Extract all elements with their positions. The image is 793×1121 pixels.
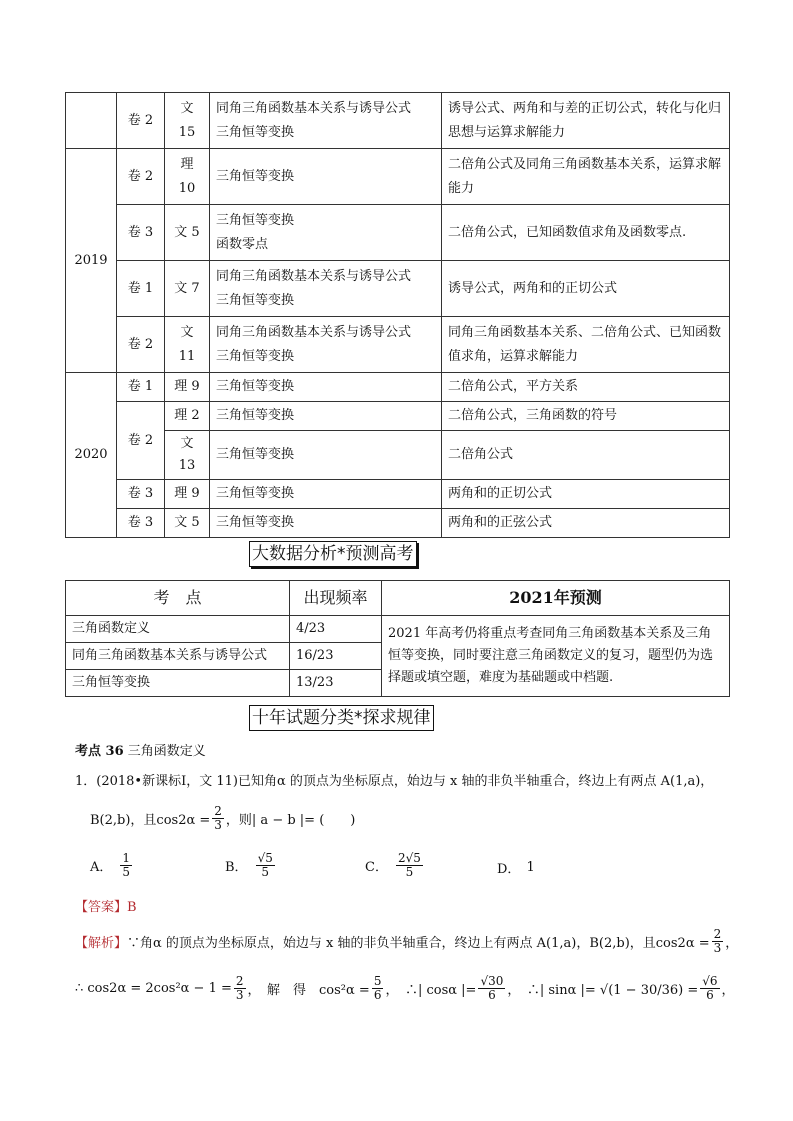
table-row [66, 480, 730, 509]
year-cell: 2020 [66, 373, 117, 538]
freq-cell: 4/23 [290, 616, 382, 643]
skill-cell: 二倍角公式，平方关系 [442, 373, 730, 402]
skill-cell: 诱导公式，两角和的正切公式 [442, 261, 730, 317]
paper-cell: 卷 2 [117, 149, 165, 205]
answer-value: B [127, 900, 137, 915]
option-b[interactable]: B． $\frac{√5}{5}$ [225, 851, 273, 879]
question-cell: 文 5 [165, 205, 210, 261]
paper-cell: 卷 3 [117, 480, 165, 509]
skill-cell: 两角和的正切公式 [442, 480, 730, 509]
skill-cell: 二倍角公式及同角三角函数基本关系，运算求解能力 [442, 149, 730, 205]
topic-cell: 三角恒等变换 函数零点 [210, 205, 442, 261]
table-row [66, 509, 730, 538]
history-table [65, 92, 730, 538]
big-data-banner: 大数据分析*预测高考 [249, 541, 417, 567]
table-row [66, 149, 730, 205]
topic-cell: 同角三角函数基本关系与诱导公式 三角恒等变换 [210, 317, 442, 373]
paper-cell: 卷 3 [117, 205, 165, 261]
table-row [66, 93, 730, 149]
question-cell: 理 9 [165, 480, 210, 509]
table-row [66, 616, 730, 643]
table-row [66, 205, 730, 261]
question-cell: 文 15 [165, 93, 210, 149]
topic-cell: 三角恒等变换 [210, 431, 442, 480]
table-row [66, 317, 730, 373]
paper-cell: 卷 2 [117, 317, 165, 373]
analysis-line-2: ∴ cos2α = 2cos²α − 1 = $\frac{2}{3}$ ， 解 得 cos²α = $\frac{5}{6}$ ， ∴| cosα |= $\frac{√30}{6}$ ， ∴| sinα |= √(1 − 30/36) = $\frac{√6}{6}$ ， [75, 974, 735, 1002]
question-cell: 文 5 [165, 509, 210, 538]
question-line-2: B(2,b)，且cos2α = $\frac{2}{3}$ ，则| a − b |= ( ) [90, 804, 356, 832]
section-title [75, 740, 206, 759]
topic-cell: 同角三角函数基本关系与诱导公式 三角恒等变换 [210, 261, 442, 317]
skill-cell: 诱导公式、两角和与差的正切公式，转化与化归思想与运算求解能力 [442, 93, 730, 149]
analysis-line-1: 【解析】 ∵角α 的顶点为坐标原点，始边与 x 轴的非负半轴重合，终边上有两点 A(1,a)，B(2,b)，且cos2α = $\frac{2}{3}$ ， [75, 927, 739, 955]
header-prediction: 2021年预测 [382, 581, 730, 616]
section-name: 三角函数定义 [127, 744, 206, 759]
table-row [66, 373, 730, 402]
question-cell: 文 7 [165, 261, 210, 317]
question-cell: 理 10 [165, 149, 210, 205]
topic-cell: 三角恒等变换 [210, 402, 442, 431]
analysis-tag: 【解析】 [75, 936, 128, 951]
point-cell: 三角恒等变换 [66, 670, 290, 697]
question-cell: 文 13 [165, 431, 210, 480]
ten-year-banner: 十年试题分类*探求规律 [249, 705, 434, 731]
paper-cell: 卷 2 [117, 402, 165, 480]
point-cell: 同角三角函数基本关系与诱导公式 [66, 643, 290, 670]
year-cell [66, 93, 117, 149]
paper-cell: 卷 3 [117, 509, 165, 538]
skill-cell: 二倍角公式，已知函数值求角及函数零点. [442, 205, 730, 261]
header-point: 考 点 [66, 581, 290, 616]
fraction: $\frac{2}{3}$ [214, 804, 222, 832]
option-a[interactable]: A． $\frac{1}{5}$ [90, 851, 131, 879]
topic-cell: 三角恒等变换 [210, 509, 442, 538]
paper-cell: 卷 2 [117, 93, 165, 149]
section-label: 考点 36 [75, 744, 124, 759]
prediction-note: 2021 年高考仍将重点考查同角三角函数基本关系及三角恒等变换，同时要注意三角函数定义的复习，题型仍为选择题或填空题，难度为基础题或中档题. [382, 616, 730, 697]
skill-cell: 同角三角函数基本关系、二倍角公式、已知函数值求角，运算求解能力 [442, 317, 730, 373]
freq-cell: 13/23 [290, 670, 382, 697]
header-frequency: 出现频率 [290, 581, 382, 616]
answer-tag: 【答案】 [75, 900, 128, 915]
question-cell: 文 11 [165, 317, 210, 373]
year-cell: 2019 [66, 149, 117, 373]
option-d[interactable]: D． 1 [497, 860, 535, 877]
question-cell: 理 2 [165, 402, 210, 431]
table-row [66, 261, 730, 317]
option-c[interactable]: C． $\frac{2√5}{5}$ [365, 851, 421, 879]
topic-cell: 三角恒等变换 [210, 480, 442, 509]
paper-cell: 卷 1 [117, 261, 165, 317]
topic-cell: 三角恒等变换 [210, 373, 442, 402]
topic-cell: 三角恒等变换 [210, 149, 442, 205]
skill-cell: 两角和的正弦公式 [442, 509, 730, 538]
point-cell: 三角函数定义 [66, 616, 290, 643]
table-row [66, 431, 730, 480]
table-row [66, 402, 730, 431]
question-cell: 理 9 [165, 373, 210, 402]
topic-cell: 同角三角函数基本关系与诱导公式 三角恒等变换 [210, 93, 442, 149]
skill-cell: 二倍角公式 [442, 431, 730, 480]
paper-cell: 卷 1 [117, 373, 165, 402]
answer-line [75, 896, 137, 915]
table-header-row [66, 581, 730, 616]
question-line-1: 1．(2018•新课标Ⅰ，文 11)已知角α 的顶点为坐标原点，始边与 x 轴的非负半轴重合，终边上有两点 A(1,a)， [75, 774, 714, 789]
freq-cell: 16/23 [290, 643, 382, 670]
prediction-table [65, 580, 730, 697]
skill-cell: 二倍角公式，三角函数的符号 [442, 402, 730, 431]
